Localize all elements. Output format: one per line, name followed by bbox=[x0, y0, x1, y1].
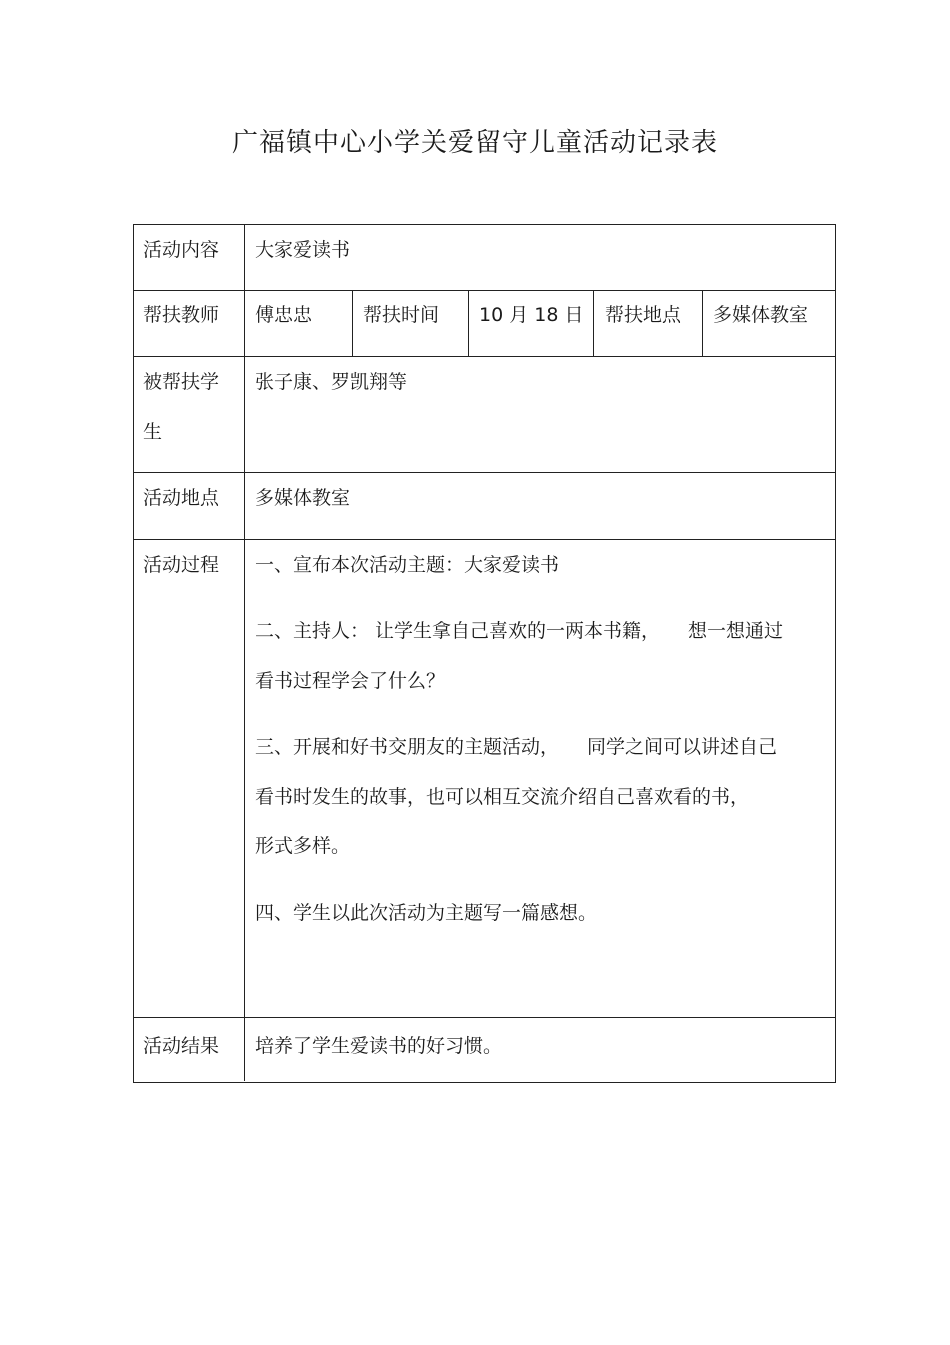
column-divider bbox=[352, 290, 353, 356]
location-label: 活动地点 bbox=[143, 487, 220, 509]
time-label: 帮扶时间 bbox=[363, 304, 440, 326]
process-step-2-line-1 bbox=[255, 619, 783, 643]
activity-record-table bbox=[133, 224, 836, 1083]
teacher-value: 傅忠忠 bbox=[255, 304, 313, 326]
column-divider bbox=[244, 225, 245, 1081]
process-step-3-part-a: 三、开展和好书交朋友的主题活动， bbox=[255, 736, 560, 758]
process-step-4: 四、学生以此次活动为主题写一篇感想。 bbox=[255, 902, 598, 924]
students-label-line1: 被帮扶学 bbox=[143, 371, 220, 393]
teacher-label: 帮扶教师 bbox=[143, 304, 220, 326]
location-value: 多媒体教室 bbox=[255, 487, 351, 509]
row-divider bbox=[134, 290, 835, 291]
row-divider bbox=[134, 1017, 835, 1018]
process-step-3-part-b: 同学之间可以讲述自己 bbox=[587, 736, 778, 758]
row-divider bbox=[134, 356, 835, 357]
row-divider bbox=[134, 472, 835, 473]
content-value: 大家爱读书 bbox=[255, 239, 351, 261]
process-step-2-part-a: 二、主持人： 让学生拿自己喜欢的一两本书籍， bbox=[255, 620, 661, 642]
process-step-1: 一、宣布本次活动主题：大家爱读书 bbox=[255, 554, 560, 576]
process-step-3-line-3: 形式多样。 bbox=[255, 835, 351, 857]
column-divider bbox=[702, 290, 703, 356]
page-title: 广福镇中心小学关爱留守儿童活动记录表 bbox=[231, 128, 718, 158]
row-divider bbox=[134, 539, 835, 540]
process-step-3-line-2: 看书时发生的故事，也可以相互交流介绍自己喜欢看的书， bbox=[255, 786, 750, 808]
place-label: 帮扶地点 bbox=[605, 304, 682, 326]
result-value: 培养了学生爱读书的好习惯。 bbox=[255, 1035, 503, 1057]
content-label: 活动内容 bbox=[143, 239, 220, 261]
students-value: 张子康、罗凯翔等 bbox=[255, 371, 408, 393]
process-step-3-line-1 bbox=[255, 735, 777, 759]
process-step-2-part-b: 想一想通过 bbox=[688, 620, 784, 642]
students-label-line2: 生 bbox=[143, 421, 163, 443]
column-divider bbox=[468, 290, 469, 356]
process-step-2-line-2: 看书过程学会了什么？ bbox=[255, 670, 446, 692]
process-label: 活动过程 bbox=[143, 554, 220, 576]
place-value: 多媒体教室 bbox=[713, 304, 809, 326]
column-divider bbox=[593, 290, 594, 356]
time-value: 10 月 18 日 bbox=[479, 304, 584, 326]
result-label: 活动结果 bbox=[143, 1035, 220, 1057]
